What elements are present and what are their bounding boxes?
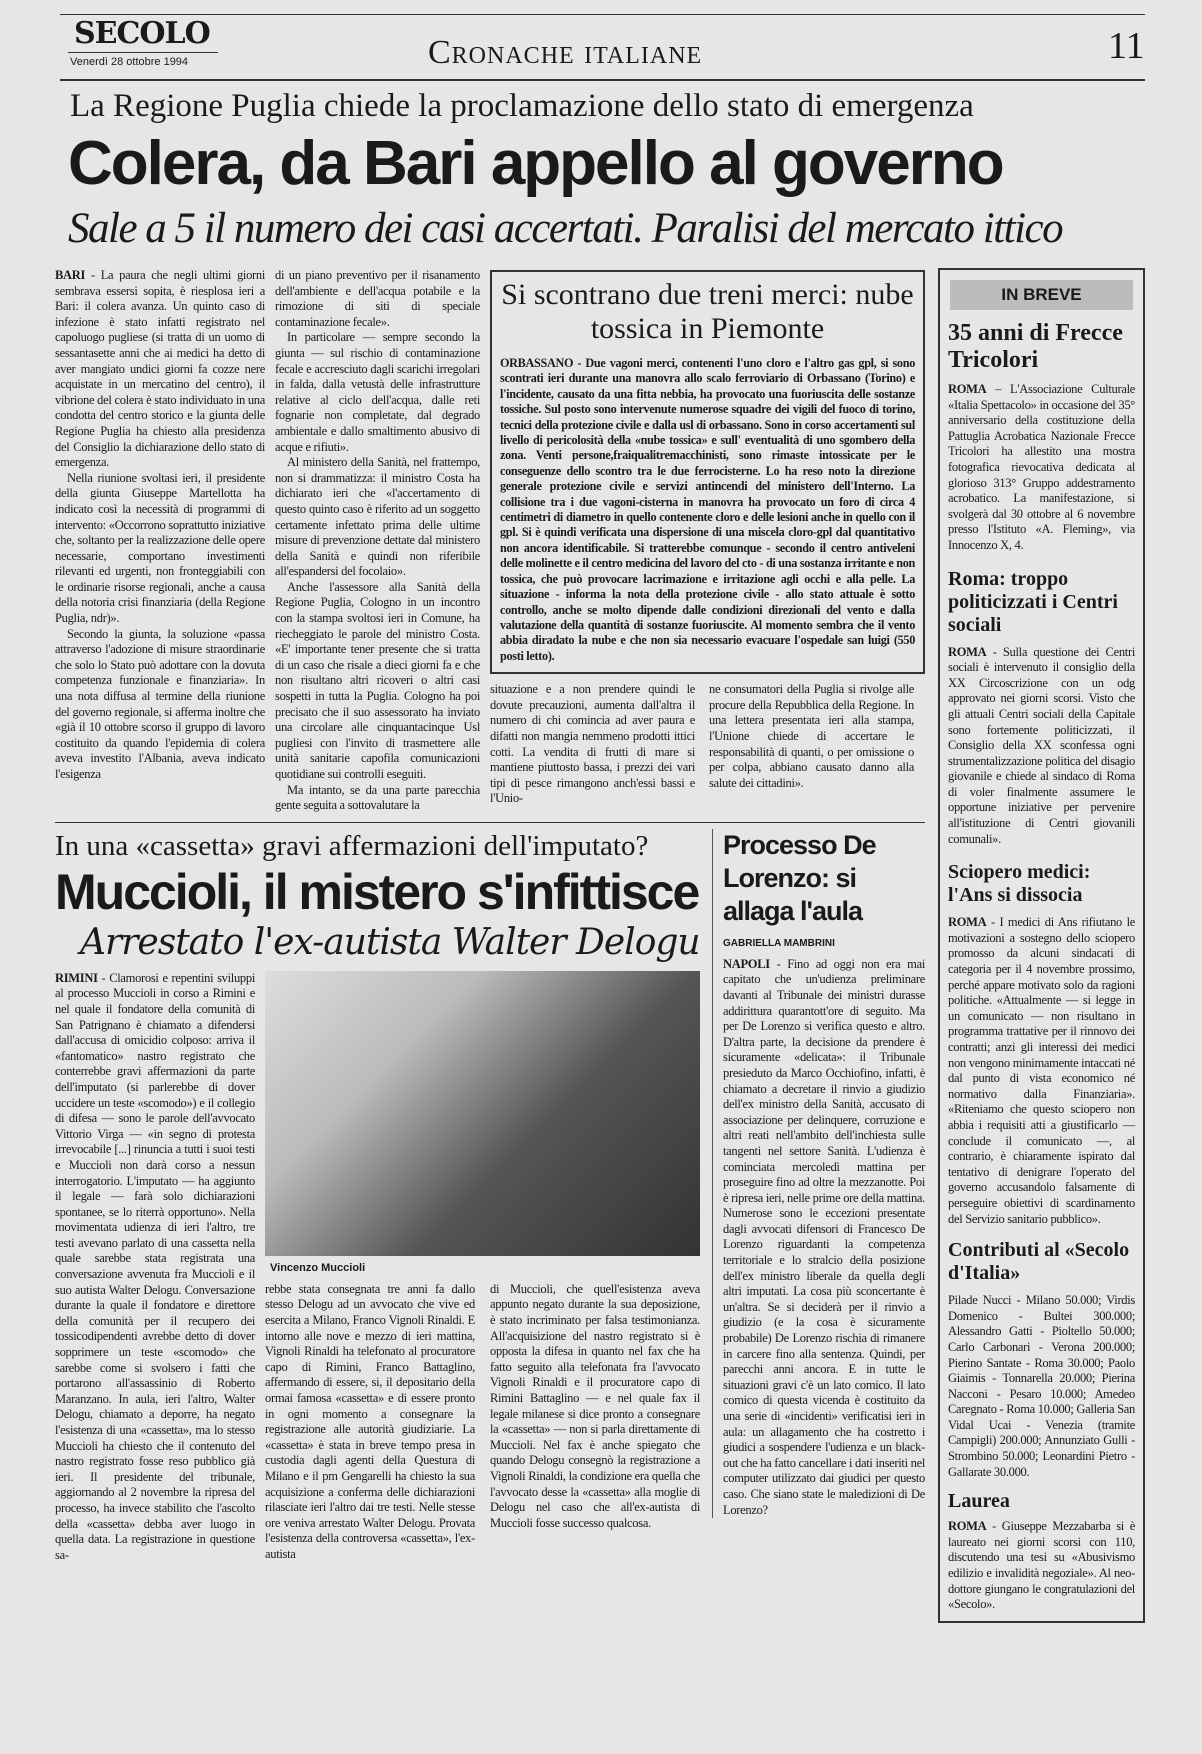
paragraph: In particolare — sempre secondo la giunta — sul rischio di contaminazione fecale e accresciuto dagli scarichi irregolari in falda, dalla vetustà delle infrastrutture relative al ciclo dell'acqua, dalle reti fognarie non completate, dal degrado ambientale e dallo smaltimento abusivo di acque e rifiuti». <box>275 330 480 454</box>
section-title: Cronache italiane <box>428 34 703 71</box>
muccioli-photo <box>265 971 700 1256</box>
breve-title: Roma: troppo politicizzati i Centri sociali <box>948 567 1118 636</box>
train-story-box <box>490 270 925 674</box>
story3-headline: Processo De Lorenzo: si allaga l'aula <box>723 829 876 926</box>
breve-text: – L'Associazione Culturale «Italia Spettacolo» in occasione del 35° anniversario della costituzione della Pattuglia Acrobatica Nazionale Frecce Tricolori ha allestito una mostra fotografica rievocativa dedicata al glorioso 313° Gruppo addestramento acrobatico. La manifestazione, si svolgerà dal 30 ottobre al 6 novembre presso l'Istituto «A. Fleming», via Innocenzo X, 4. <box>948 382 1136 552</box>
dateline: ROMA <box>948 1519 987 1534</box>
breve-title: Contributi al «Secolo d'Italia» <box>948 1239 1130 1285</box>
story2-right <box>265 971 700 1563</box>
paragraph: Al ministero della Sanità, nel frattempo, non si drammatizza: il ministro Costa ha dichiarato ieri che «l'accertamento di questo quinto caso è riferito ad un soggetto certamente infettato prima delle ultime misure di prevenzione dettate dal ministero della Sanità e quindi non riferibile all'espandersi del focolaio». <box>275 455 480 579</box>
top-rule <box>60 14 1145 15</box>
dateline: RIMINI <box>55 970 98 985</box>
dateline: BARI <box>55 268 86 282</box>
breve-text: - I medici di Ans rifiutano le motivazioni a sostegno dello sciopero promosso da alcuni sindacati di categoria per il 4 novembre prossimo, perché appare motivato solo da ragioni politiche. «Attualmente — si legge in un comunicato — non risultano in programma trattative per il rinnovo dei contratti; anzi gli interessi dei medici non vengono minimamente intaccati né dal punto di vista economico né normativo dalla Finanziaria». «Riteniamo che questo sciopero non abbia i requisiti atti a giustificarlo — conclude il comunicato —, al contrario, è chiaramente ispirato dal tentativo di denigrare l'operato del governo accusandolo falsamente di perseguire obiettivi di scardinamento del Servizio sanitario pubblico». <box>948 915 1135 1226</box>
story1-col3: situazione e a non prendere quindi le dovute precauzioni, aumenta dall'altra il numero di chi comincia ad aver paura e difatti non mangia nemmeno prodotti ittici cotti. La vendita di frutti di mare si mantiene piuttosto bassa, i prezzi dei vari tipi di pesce rimangono anch'essi bassi e l'Unio- <box>490 682 695 806</box>
breve-title: Sciopero medici: l'Ans si dissocia <box>948 861 1091 907</box>
in-breve-column <box>938 268 1145 1623</box>
story3-text <box>723 957 925 1518</box>
story2-headline: Muccioli, il mistero s'infittisce <box>55 863 699 920</box>
story2 <box>55 829 700 1564</box>
story2-col1 <box>55 971 255 1564</box>
story1-col4: ne consumatori della Puglia si rivolge alle procure della Repubblica della Regione. In una lettera presentata ieri alla stampa, l'Unione chiede di accertare le responsabilità di quanti, o per omissione o per colpa, abbiano causato danno alla salute dei cittadini». <box>709 682 914 790</box>
dateline: NAPOLI <box>723 956 770 971</box>
dateline: ROMA <box>948 644 987 659</box>
story1-col2 <box>275 268 480 814</box>
story2-body <box>55 971 700 1564</box>
page-number: 11 <box>1108 25 1145 67</box>
header-rule <box>60 79 1145 81</box>
breve-text: - Giuseppe Mezzabarba si è laureato nei giorni scorsi con 110, discutendo una tesi su «Abusivismo edilizio e invalidità negoziale». Al neo-dottore giungano le congratulazioni del «Secolo». <box>948 1519 1135 1612</box>
breve-title: Laurea <box>948 1490 1010 1513</box>
story1-right <box>490 262 925 807</box>
story3 <box>712 829 925 1518</box>
story1-kicker: La Regione Puglia chiede la proclamazione dello stato di emergenza <box>70 88 974 124</box>
main-stories <box>55 262 925 1563</box>
story2-col3: di Muccioli, che quell'esistenza aveva appunto negato durante la sua deposizione, è stato incriminato per falsa testimonianza. All'acquisizione del nastro registrato si è opposta la difesa in quanto nel fax che ha fatto seguito alla telefonata fra l'avvocato Vignoli Rinaldi e il procuratore capo di Rimini Battaglino — e nel quale fax il legale milanese si dice pronto a consegnare la «cassetta» — non si parla direttamente di Muccioli. Nel fax è anche spiegato che quando Delogu consegnò la registrazione a Vignoli Rinaldi, la condizione era quella che l'avvocato desse la «cassetta» alla moglie di Delogu nel caso che all'ex-autista di Muccioli fosse successo qualcosa. <box>490 1281 700 1530</box>
story1-headline: Colera, da Bari appello al governo <box>68 129 1003 198</box>
content-area <box>55 262 1145 1623</box>
story1-continuation <box>490 682 925 807</box>
dateline: ROMA <box>948 382 987 396</box>
story1-col1 <box>55 268 265 783</box>
story2-cols <box>265 1282 700 1563</box>
story1 <box>55 262 925 814</box>
masthead-logo: SECOLO <box>74 16 210 51</box>
story3-byline: GABRIELLA MAMBRINI <box>723 937 835 949</box>
photo-caption: Vincenzo Muccioli <box>270 1261 366 1274</box>
paragraph: - La paura che negli ultimi giorni sembrava essersi sopita, è riesplosa ieri a Bari: il colera avanza. Un quinto caso di infezione è stato infatti registrato nel capoluogo pugliese (si tratta di un uomo di sessantasette anni che ai medici ha detto di aver mangiato undici giorni fa cozze nere acquistate in un mercatino del centro), il vibrione del colera è stato individuato in una condotta del centro storico e la giunta delle Regione Puglia ha chiesto alla presidenza del Consiglio la dichiarazione dello stato di emergenza. <box>55 268 266 470</box>
in-breve-label: IN BREVE <box>950 280 1133 310</box>
paragraph: Nella riunione svoltasi ieri, il presidente della giunta Giuseppe Martellotta ha indicato così la necessità di programmi di intervento: «Occorrono soprattutto iniziative che, soltanto per la realizzazione delle opere necessarie, comportano investimenti rilevanti ed urgenti, non fronteggiabili con le ordinarie risorse regionali, anche a causa della notoria crisi finanziaria (della Regione Puglia, ndr)». <box>55 470 265 626</box>
dateline: ORBASSANO <box>500 356 574 370</box>
paragraph: di un piano preventivo per il risanamento dell'ambiente e dell'acqua potabile e la rimozione di siti di speciale contaminazione fecale». <box>275 268 480 329</box>
paragraph: Ma intanto, se da una parte parecchia gente seguita a sottovalutare la <box>275 782 480 813</box>
breve-title: 35 anni di Frecce Tricolori <box>948 320 1123 373</box>
breve-text: Pilade Nucci - Milano 50.000; Virdis Domenico - Bultei 300.000; Alessandro Gatti - Pioltello 50.000; Carlo Carbonari - Verona 200.000; Pierino Santate - Roma 30.000; Paolo Giaimis - Tonnarella 20.000; Pierina Nacconi - Pesaro 10.000; Amedeo Caregnato - Roma 10.000; Galleria San Vidal Ucai - Venezia (tramite Campigli) 200.000; Annunziato Gulli - Strombino 50.000; Leonardini Pietro - Gallarate 30.000. <box>948 1293 1135 1479</box>
paragraph: - Clamorosi e repentini sviluppi al processo Muccioli in corso a Rimini e nel quale il fondatore della comunità di San Patrignano è chiamato a difendersi dall'accusa di omicidio colposo: arriva il «fantomatico» nastro registrato che conterrebbe gravi affermazioni da parte dell'imputato (si parlerebbe di dover uccidere un teste «scomodo») e il collegio di difesa — sono le parole dell'avvocato Vittorio Virga — «in segno di protesta irrevocabile [...] rinuncia a tutti i suoi testi e Muccioli non darà corso a nessun interrogatorio. L'imputato — ha aggiunto il legale — farà solo dichiarazioni spontanee, se lo riterrà opportuno». Nella movimentata udienza di ieri l'altro, tre testi avevano parlato di una cassetta nella quale sarebbe stata registrata una conversazione avvenuta fra Muccioli e il suo autista Walter Delogu. Conversazione durante la quale il fondatore e direttore della comunità per il recupero dei tossicodipendenti avrebbe detto di dover sopprimere un teste «scomodo» che sarebbe come si svolsero i fatti che portarono all'assassinio di Roberto Maranzano. In aula, ieri l'altro, Walter Delogu, chiamato a deporre, ha negato l'esistenza di una «cassetta», ma lo stesso Muccioli ha chiesto che il contenuto del nastro registrato fosse reso pubblico già ieri. Il presidente del tribunale, aggiornando al 2 novembre la ripresa del processo, ha invece stabilito che l'ascolto della «cassetta» debba aver luogo in quella data. La registrazione in questione sa- <box>55 970 256 1562</box>
box-text: - Due vagoni merci, contenenti l'uno cloro e l'altro gas gpl, si sono scontrati ieri durante una manovra allo scalo ferroviario di Orbassano (Torino) e l'incidente, causato da una fitta nebbia, ha provocato una fuoriuscita delle sostanze tossiche. Sul posto sono intervenute numerose squadre dei vigili del fuoco di torino, tecnici della protezione civile e dalla usl di orbassano. Sono in corso accertamenti sul livello di pericolosità della «nube tossica» e sull' eventualità di uno sgombero della zona. Venti persone,fraiqualitremacchinisti, sono rimaste intossicate per le conseguenze dello scontro tra le due ferrocisterne. Lo ha reso noto la direzione generale protezione civile e servizi antincendi del ministero dell'Interno. La collisione tra i due vagoni-cisterna in manovra ha provocato un foro di circa 4 centimetri di diametro in quello contenente cloro e delle lesioni anche in quello con il gpl. Si è quindi verificata una dispersione di una miscela cloro-gpl dal quantitativo non ancora identificabile. Si tratterebbe comunque - secondo il centro antiveleni delle molinette e il centro medicina del lavoro del cto - di una sostanza irritante e non tossica, che può provocare lacrimazione e irritazione agli occhi e alla pelle. La situazione - informa la nota della protezione civile - allo stato attuale è sotto controllo, anche se molto dipende dalle condizioni direzionali del vento e dalla valutazione della quantità di sostanze fuoriuscite. Al momento sembra che il vento abbia diradato la nube e che non sia necessario evacuare l'ospedale san luigi (550 posti letto). <box>500 356 916 663</box>
masthead-date: Venerdì 28 ottobre 1994 <box>70 56 189 68</box>
story2-col2: rebbe stata consegnata tre anni fa dallo stesso Delogu ad un avvocato che vive ed esercita a Milano, Franco Vignoli Rinaldi. E intorno alle nove e mezzo di ieri mattina, Vignoli Rinaldi ha telefonato al procuratore capo di Rimini, Franco Battaglino, affermando di essere, si, il depositario della ormai famosa «cassetta» e di essere pronto in ogni momento a consegnare la registrazione alle autorità giudiziarie. La «cassetta» è stata in breve tempo presa in custodia dagli agenti della Questura di Milano e il pm Gengarelli ha chiesto la sua acquisizione a conferma delle dichiarazioni rilasciate ieri l'altro dai tre testi. Nelle stesse ore veniva arrestato Walter Delogu. Provata l'esistenza della controversa «cassetta», l'ex-autista <box>265 1281 475 1561</box>
logo-rule <box>68 52 218 53</box>
box-headline: Si scontrano due treni merci: nube tossica in Piemonte <box>501 278 914 345</box>
dateline: ROMA <box>948 915 987 930</box>
story1-subhead: Sale a 5 il numero dei casi accertati. Paralisi del mercato ittico <box>68 205 1063 252</box>
paragraph: Anche l'assessore alla Sanità della Regione Puglia, Cologno in un incontro con la stampa svoltosi ieri in Comune, ha riecheggiato le parole del ministro Costa. «E' importante tener presente che si tratta di un caso che risale a dieci giorni fa e che non risultano altri ricoveri o altri casi sospetti in tutta la Puglia. Cologno ha poi precisato che il suo assessorato ha inviato una circolare alle cinquantacinque Usl pugliesi con l'invito di trasmettere alle unità sanitarie capofila comunicazioni quotidiane sui controlli eseguiti. <box>275 579 480 781</box>
story2-subhead: Arrestato l'ex-autista Walter Delogu <box>80 921 700 963</box>
breve-text: - Sulla questione dei Centri sociali è intervenuto il consiglio della XX Circoscrizione con un odg approvato nei giorni scorsi. Visto che gli attuali Centri sociali della Capitale sono fortemente politicizzati, il Consiglio della XX sconfessa ogni strumentalizzazione politica del disagio giovanile e chiede al sindaco di Roma di voler finalmente assumere le opportune iniziative per pervenire all'istituzione di Centri giovanili comunali». <box>948 644 1135 846</box>
section-divider <box>55 822 925 823</box>
paragraph: - Fino ad oggi non era mai capitato che un'udienza preliminare davanti al Tribunale dei ministri durasse addirittura quarantott'ore di seguito. Ma per De Lorenzo si verifica questo e altro. D'altra parte, la decisione da prendere è sicuramente «delicata»: il Tribunale presieduto da Marco Occhiofino, infatti, è chiamato a decretare il rinvio a giudizio dell'ex ministro della Sanità, accusato di associazione per delinquere, corruzione e altri reati nell'ambito dell'inchiesta sulle tangenti nel settore Sanità. L'udienza è cominciata mercoledì mattina per proseguire fino ad oltre la mezzanotte. Poi è ripresa ieri, nelle prime ore della mattina. Numerose sono le eccezioni presentate dagli avvocati difensori di Francesco De Lorenzo riguardanti la competenza territoriale e lo stralcio della posizione dell'ex ministro liberale da quella degli altri imputati. La cosa più sconcertante è un'altra. Se si deciderà per il rinvio a giudizio (e la cosa è sicuramente probabile) De Lorenzo rischia di rimanere in carcere fino alla sentenza. Quindi, per parecchi anni ancora. E in tutte le situazioni gravi c'è un lato comico. Il lato comico di questa vicenda è costituito da una serie di «incidenti» verificatisi ieri in aula: un allagamento che ha costretto i giudici a sospendere l'udienza e un black-out che ha fatto cancellare i dati inseriti nel computer utilizzato dai giudici per questo caso. Che siano state le maledizioni di De Lorenzo? <box>723 956 926 1517</box>
story2-kicker: In una «cassetta» gravi affermazioni dell'imputato? <box>55 829 649 862</box>
paragraph: Secondo la giunta, la soluzione «passa attraverso l'adozione di misure straordinarie che solo lo Stato può adottare con la dovuta competenza funzionale e finanziaria». In una nota diffusa al termine della riunione del governo regionale, si afferma inoltre che «già il 10 ottobre scorso il gruppo di lavoro costituito da quando l'epidemia di colera aveva investito l'Albania, aveva indicato l'esigenza <box>55 626 265 781</box>
story2-and-3 <box>55 829 925 1564</box>
